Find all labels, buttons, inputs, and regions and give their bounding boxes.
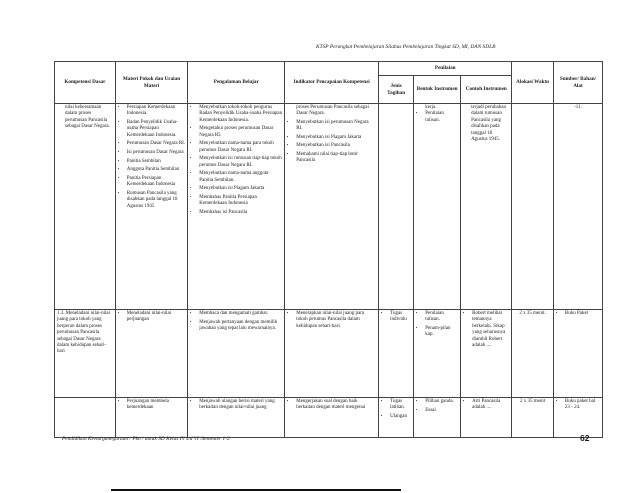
- jenis-cell: [379, 310, 414, 398]
- kd-cell: [55, 398, 116, 438]
- list-item: • Menyebutkan nama-nama anggota Panitia Sembilan.: [199, 171, 282, 184]
- list-item: • Tugas individu: [390, 311, 411, 324]
- jenis-cell: [379, 398, 414, 438]
- materi-cell: [115, 104, 187, 310]
- list-item: • Membahas isi Pancasila: [199, 210, 282, 216]
- sumber-cell: [553, 398, 602, 438]
- header-materi: Materi Pokok dan Uraian Materi: [115, 62, 187, 104]
- bentuk-cell: [414, 104, 461, 310]
- header-alokasi: Alokasi Waktu: [512, 62, 554, 104]
- list-item: • Panitia Sembilan: [127, 159, 185, 165]
- list-item: • Buku paket hal 23 - 24.: [565, 399, 600, 412]
- list-item: • Mengerjakan soal dengan baik berkaitan dengan materi mengenai: [296, 399, 376, 412]
- page-number: 62: [580, 433, 590, 443]
- list-item: • Ulangan: [390, 414, 411, 420]
- alokasi-cell: [512, 104, 554, 310]
- list-item: • Menyebutkan nama-nama para tokoh perumus Dasar Negara RI.: [199, 141, 282, 154]
- header-indikator: Indikator Pencapaian Kompetensi: [285, 62, 379, 104]
- list-item: • Panitia Persiapan Kemerdekaan Indonesia: [127, 176, 185, 189]
- list-item: • Mengetahui proses perumusan Dasar Negara RI.: [199, 126, 282, 139]
- kd-cell: 1.3. Meneladani nilai-nilai juang para tokoh yang berperan dalam proses perumusan Pancasila sebagai Dasar Negara dalam kehidupan sehari-hari: [55, 310, 116, 398]
- contoh-cell: terjadi perubahan dalam rumusan Pancasila yang disahkan pada tanggal 18 Agustus 1945.: [461, 104, 512, 310]
- list-item: • Menerapkan nilai-nilai juang para tokoh perumus Pancasila dalam kehidupan sehari-hari.: [296, 311, 376, 330]
- list-item: • Robert melihat temannya berkelahi. Sikap yang seharusnya diambil Robert adalah ....: [472, 311, 509, 349]
- indikator-lead: proses Perumusan Pancasila sebagai Dasar Negara.: [296, 105, 369, 117]
- list-item: • Meneladani nilai-nilai perjuangan: [127, 311, 185, 324]
- jenis-cell: [379, 104, 414, 310]
- list-item: • Menyebutkan isi perumusan Negara RI.: [296, 120, 376, 133]
- contoh-cell: [461, 398, 512, 438]
- pengalaman-cell: [188, 310, 285, 398]
- list-item: • Essai.: [425, 408, 458, 414]
- alokasi-cell: 2 x 35 menit: [512, 398, 554, 438]
- header-bentuk: Bentuk Instrumen: [414, 76, 461, 104]
- list-item: • Tugas latihan.: [390, 399, 411, 412]
- list-item: • Penam-pilan kap.: [425, 326, 458, 339]
- indikator-cell: [285, 398, 379, 438]
- kd-cell: nilai kebersamaan dalam proses perumusan Pancasila sebagai Dasar Negara.: [55, 104, 116, 310]
- header-kompetensi-dasar: Kompetensi Dasar: [55, 62, 116, 104]
- list-item: • Arti Pancasila adalah ....: [472, 399, 509, 412]
- page-footer: Pendidikan Kewarganegaraan / Pkn / untuk SD Kelas IV s/d VI /Semester 1-2: [62, 436, 230, 442]
- list-item: • Menyebutkan isi Piagam Jakarta: [296, 135, 376, 141]
- list-item: • Menyebutkan tokoh-tokoh pengurus Badan Penyelidik Usaha-usaha Persiapan Kemerdekaan Indonesia.: [199, 105, 282, 124]
- pengalaman-cell: [188, 398, 285, 438]
- list-item: • Perjuangan membela kemerdekaan: [127, 399, 185, 412]
- indikator-cell: [285, 310, 379, 398]
- indikator-cell: [285, 104, 379, 310]
- list-item: • Menjawab pertanyaan dengan memilih jawaban yang tepat lalu mewarnainya.: [199, 320, 282, 333]
- list-item: • Buku Paket: [565, 311, 600, 317]
- list-item: • Penilaian tulisan.: [425, 111, 458, 124]
- list-item: • Menyebutkan isi Piagam Jakarta: [199, 186, 282, 192]
- divider: [111, 489, 401, 491]
- syllabus-table: [54, 61, 603, 438]
- list-item: • Pilihan ganda.: [425, 399, 458, 405]
- sumber-cell: [553, 310, 602, 398]
- table-row: [55, 104, 603, 310]
- bentuk-cell: [414, 398, 461, 438]
- list-item: • Menyebutkan isi rumusan tiap-tiap tokoh perumus Dasar Negara RI.: [199, 156, 282, 169]
- header-contoh: Contoh Instrumen: [461, 76, 512, 104]
- list-item: • Rumusan Pancasila yang disahkan pada tanggal 18 Agustus 1945: [127, 191, 185, 210]
- list-item: • Anggota Panitia Sembilan: [127, 167, 185, 173]
- header-penilaian: Penilaian: [379, 62, 512, 76]
- bentuk-cell: [414, 310, 461, 398]
- header-pengalaman: Pengalaman Belajar: [188, 62, 285, 104]
- running-header: KTSP Perangkat Pembelajaran Silabus Pembelajaran Tingkat SD, MI, DAN SDLB: [316, 44, 496, 50]
- sumber-cell: -11.: [553, 104, 602, 310]
- pengalaman-cell: [188, 104, 285, 310]
- alokasi-cell: 2 x 35 menit.: [512, 310, 554, 398]
- list-item: • Penilaian tulisan.: [425, 311, 458, 324]
- contoh-cell: [461, 310, 512, 398]
- materi-cell: [115, 398, 187, 438]
- list-item: • Persiapan Kemerdekaan Indonesia.: [127, 105, 185, 118]
- list-item: • Memahami nilai tiap-tiap butir Pancasila: [296, 152, 376, 165]
- bentuk-lead: kerja.: [425, 105, 437, 110]
- table-row: [55, 398, 603, 438]
- materi-cell: [115, 310, 187, 398]
- list-item: • Menjawab ulangan berisi materi yang berkaitan dengan nilai-nilai juang: [199, 399, 282, 412]
- list-item: • Menyebutkan isi Pancasila: [296, 143, 376, 149]
- table-row: [55, 310, 603, 398]
- list-item: • Membahas Panitia Persiapan Kemerdekaan Indonesia: [199, 195, 282, 208]
- list-item: • Isi perumusan Dasar Negara: [127, 150, 185, 156]
- list-item: • Perumusan Dasar Negara RI.: [127, 141, 185, 147]
- list-item: • Membaca dan mengamati gambar.: [199, 311, 282, 317]
- header-jenis: Jenis Tagihan: [379, 76, 414, 104]
- list-item: • Badan Penyelidik Usaha-usaha Persiapan Kemerdekaan Indonesia.: [127, 120, 185, 139]
- header-sumber: Sumber/ Bahan/ Alat: [553, 62, 602, 104]
